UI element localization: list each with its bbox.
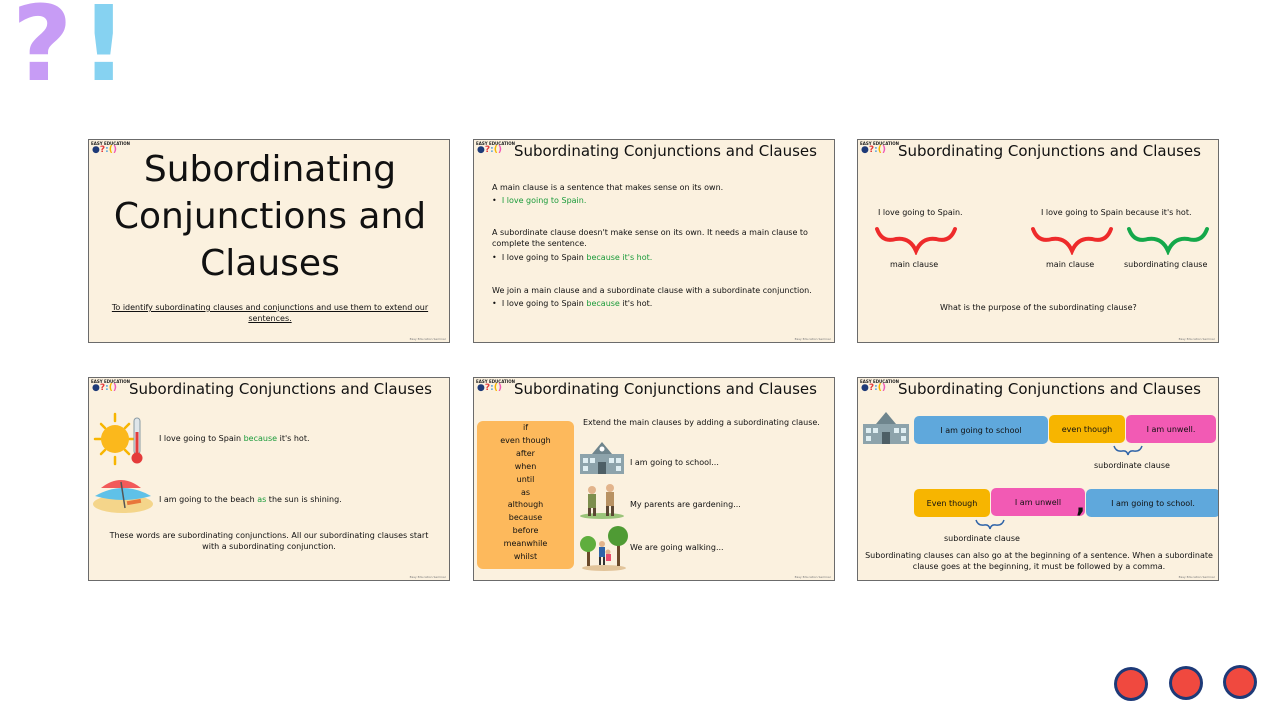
comma-mark: ,	[1076, 490, 1086, 518]
easy-education-logo: EASY EDUCATION ●?:()	[476, 141, 515, 155]
beach-umbrella-icon	[91, 474, 155, 514]
conjunction-word: when	[514, 461, 537, 471]
small-brace-icon	[1112, 444, 1144, 456]
main-clause-label: main clause	[890, 260, 939, 269]
conjunction-word: whilst	[513, 552, 538, 562]
slide-thumbnail-5[interactable]	[473, 377, 835, 581]
main-clause-card: I am going to school.	[1086, 489, 1219, 517]
subordinate-clause-definition: A subordinate clause doesn't make sense on its own. It needs a main clause to	[492, 228, 808, 237]
joining-explanation: We join a main clause and a subordinate clause with a subordinate conjunction.	[492, 286, 812, 295]
slide-title: Subordinating Conjunctions and Clauses	[514, 142, 817, 160]
discussion-question: What is the purpose of the subordinating clause?	[940, 303, 1137, 312]
school-building-icon	[861, 410, 911, 446]
conjunction-word: until	[516, 474, 535, 484]
conjunction-card: even though	[1049, 415, 1125, 443]
slide-thumbnail-4[interactable]	[88, 377, 450, 581]
example-bullet: • I love going to Spain.	[492, 196, 587, 205]
slide-title: Subordinating Conjunctions and Clauses	[898, 380, 1201, 398]
slide-footer: Easy Education Seminar	[1178, 337, 1215, 341]
example-sentence-full: I love going to Spain because it's hot.	[1041, 208, 1192, 217]
conjunction-word: after	[516, 448, 535, 458]
easy-education-logo: EASY EDUCATION ●?:()	[860, 141, 899, 155]
slide-title: Subordinating Conjunctions and Clauses	[129, 380, 432, 398]
slide-title: Subordinating Conjunctions and Clauses	[898, 142, 1201, 160]
decorative-dot	[1223, 665, 1257, 699]
small-brace-icon	[974, 518, 1006, 530]
sentence-prompt: My parents are gardening...	[630, 500, 741, 509]
example-bullet: • I love going to Spain because it's hot.	[492, 299, 653, 308]
example-sentence: I love going to Spain because it's hot.	[159, 434, 310, 443]
conjunction-word: even though	[500, 435, 551, 445]
main-clause-definition: A main clause is a sentence that makes sense on its own.	[492, 183, 724, 192]
slide-thumbnail-2[interactable]	[473, 139, 835, 343]
brace-green-icon	[1126, 225, 1210, 255]
sun-thermometer-icon	[93, 410, 149, 468]
slide-thumbnail-1[interactable]	[88, 139, 450, 343]
school-building-icon	[578, 440, 626, 476]
task-instruction: Extend the main clauses by adding a subordinating clause.	[583, 418, 820, 427]
learning-objective: To identify subordinating clauses and conjunctions and use them to extend our sentences.	[111, 303, 429, 323]
main-clause-card: I am going to school	[914, 416, 1048, 444]
easy-education-logo: EASY EDUCATION ●?:()	[476, 379, 515, 393]
slide-footer: Easy Education Seminar	[794, 575, 831, 579]
conjunction-word: meanwhile	[503, 539, 548, 549]
easy-education-logo: EASY EDUCATION ●?:()	[860, 379, 899, 393]
exclamation-mark-decoration: !	[80, 0, 128, 105]
easy-education-logo: EASY EDUCATION ●?:()	[91, 379, 130, 393]
slide-footer: Easy Education Seminar	[1178, 575, 1215, 579]
brace-red-icon	[874, 225, 958, 255]
brace-red-icon	[1030, 225, 1114, 255]
explanation-text-cont: clause goes at the beginning, it must be followed by a comma.	[912, 562, 1166, 571]
subordinate-clause-definition-cont: complete the sentence.	[492, 239, 587, 248]
conjunction-word: because	[508, 513, 543, 523]
explanation-text-cont: with a subordinating conjunction.	[202, 542, 336, 551]
slide-thumbnail-3[interactable]	[857, 139, 1219, 343]
main-clause-label: main clause	[1046, 260, 1095, 269]
slide-footer: Easy Education Seminar	[794, 337, 831, 341]
subordinate-clause-label: subordinate clause	[944, 534, 1020, 543]
example-sentence-main: I love going to Spain.	[878, 208, 963, 217]
question-mark-decoration: ?	[12, 0, 73, 105]
conjunction-word: if	[522, 423, 529, 432]
slide-footer: Easy Education Seminar	[409, 575, 446, 579]
slide-title: Subordinating Conjunctions and Clauses	[113, 149, 427, 284]
conjunction-word: as	[520, 487, 531, 497]
example-sentence: I am going to the beach as the sun is shining.	[159, 495, 342, 504]
gardening-people-icon	[578, 482, 626, 520]
conjunction-word: before	[512, 526, 539, 536]
explanation-text: Subordinating clauses can also go at the beginning of a sentence. When a subordinate	[865, 551, 1213, 560]
slide-title: Subordinating Conjunctions and Clauses	[514, 380, 817, 398]
walking-trees-icon	[578, 524, 630, 572]
slide-thumbnail-6[interactable]	[857, 377, 1219, 581]
subordinate-clause-label: subordinate clause	[1094, 461, 1170, 470]
sentence-prompt: We are going walking...	[630, 543, 724, 552]
sentence-prompt: I am going to school...	[630, 458, 719, 467]
clause-card: I am unwell.	[1126, 415, 1216, 443]
subordinating-clause-label: subordinating clause	[1124, 260, 1208, 269]
decorative-dot	[1114, 667, 1148, 701]
conjunction-word-bank	[477, 421, 574, 569]
decorative-dot	[1169, 666, 1203, 700]
example-bullet: • I love going to Spain because it's hot.	[492, 253, 653, 262]
explanation-text: These words are subordinating conjunctions. All our subordinating clauses start	[109, 531, 429, 540]
slide-footer: Easy Education Seminar	[409, 337, 446, 341]
conjunction-card: Even though	[914, 489, 990, 517]
easy-education-logo: EASY EDUCATION ●?:()	[91, 141, 130, 155]
conjunction-word: although	[507, 500, 544, 510]
clause-card: I am unwell	[991, 488, 1085, 516]
